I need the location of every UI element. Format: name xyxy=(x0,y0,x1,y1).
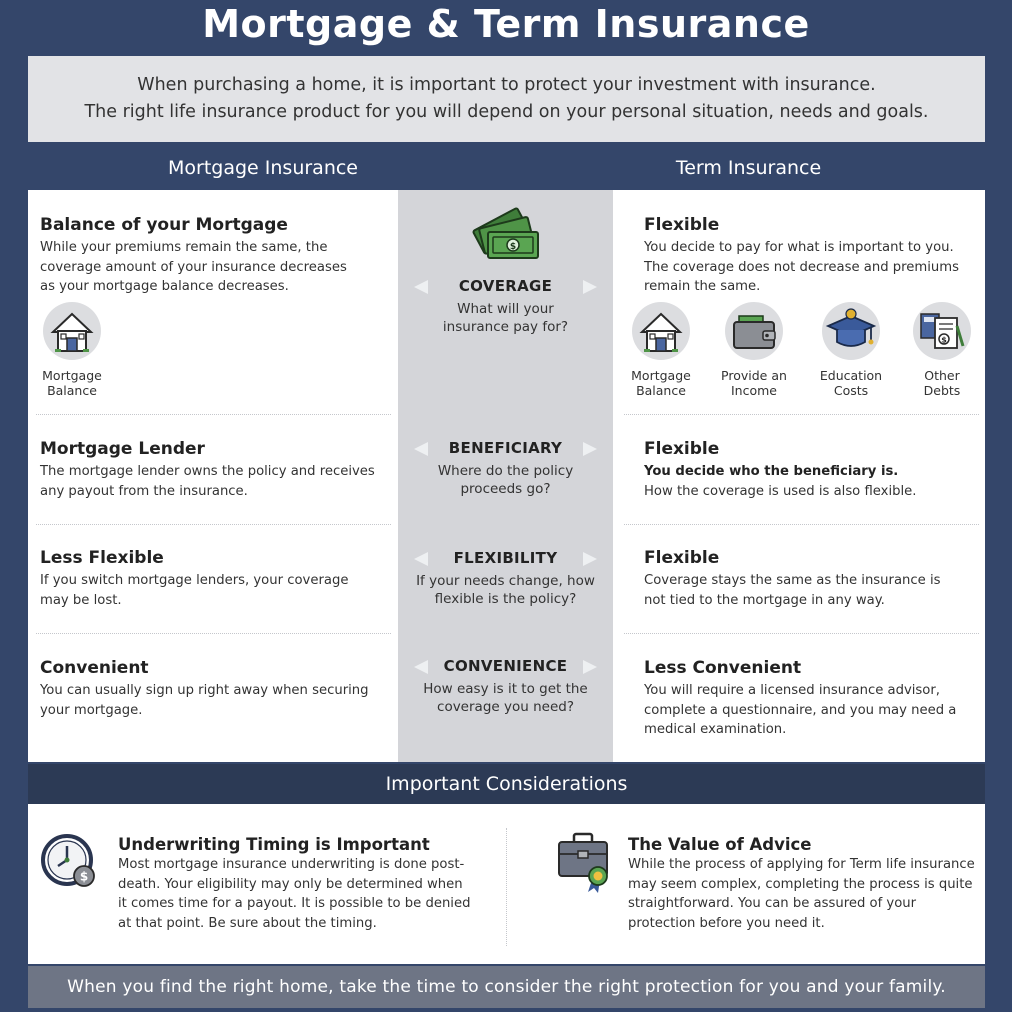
row-divider xyxy=(624,524,979,525)
value-of-advice-consideration xyxy=(628,834,978,933)
criterion-title: COVERAGE xyxy=(398,276,613,296)
arrow-right-icon xyxy=(583,660,597,674)
consideration-title: The Value of Advice xyxy=(628,835,812,854)
cell-text-bold: You decide who the beneficiary is. xyxy=(644,464,899,479)
briefcase-icon xyxy=(554,830,616,896)
beneficiary-criterion xyxy=(398,438,613,498)
criterion-title: BENEFICIARY xyxy=(398,438,613,458)
cell-text: If you switch mortgage lenders, your coverage may be lost. xyxy=(40,573,349,608)
row-divider xyxy=(36,524,391,525)
criterion-question: How easy is it to get the coverage you need? xyxy=(423,681,588,715)
term-coverage-cell xyxy=(644,214,979,297)
mortgage-beneficiary-cell xyxy=(40,438,385,501)
house-icon xyxy=(43,302,101,360)
cell-title: Balance of your Mortgage xyxy=(40,215,288,235)
row-divider xyxy=(36,633,391,634)
row-divider xyxy=(624,633,979,634)
term-insurance-header: Term Insurance xyxy=(512,150,985,187)
svg-text:$: $ xyxy=(941,335,947,345)
icon-label: Other Debts xyxy=(923,368,961,398)
row-divider xyxy=(36,414,391,415)
criterion-title: FLEXIBILITY xyxy=(398,548,613,568)
cell-text: You can usually sign up right away when securing your mortgage. xyxy=(40,683,369,718)
term-convenience-cell xyxy=(644,657,979,740)
icon-label: Provide an Income xyxy=(721,368,787,398)
cell-title: Convenient xyxy=(40,658,149,678)
intro-line-1: When purchasing a home, it is important to protect your investment with insurance. xyxy=(137,75,876,95)
criterion-question: What will your insurance pay for? xyxy=(442,301,569,335)
term-beneficiary-cell xyxy=(644,438,979,501)
clock-icon xyxy=(40,832,100,892)
icon-label: Education Costs xyxy=(819,368,883,398)
icon-label: Mortgage Balance xyxy=(42,368,102,398)
coverage-criterion xyxy=(398,202,613,336)
criterion-question: Where do the policy proceeds go? xyxy=(437,463,574,497)
cell-text: Coverage stays the same as the insurance is not tied to the mortgage in any way. xyxy=(644,573,941,608)
mortgage-flexibility-cell xyxy=(40,547,385,610)
cell-text: You decide to pay for what is important to you. The coverage does not decrease and premiums remain the same. xyxy=(644,240,959,294)
criterion-question: If your needs change, how flexible is the policy? xyxy=(416,573,595,607)
mortgage-coverage-cell xyxy=(40,214,385,297)
cell-text: The mortgage lender owns the policy and receives any payout from the insurance. xyxy=(40,464,375,499)
cell-title: Flexible xyxy=(644,548,720,568)
intro-banner xyxy=(28,56,985,142)
cell-title: Mortgage Lender xyxy=(40,439,205,459)
considerations-header: Important Considerations xyxy=(28,764,985,804)
cell-title: Flexible xyxy=(644,215,720,235)
consideration-title: Underwriting Timing is Important xyxy=(118,835,430,854)
convenience-criterion xyxy=(398,656,613,716)
other-debts-item xyxy=(902,302,982,398)
arrow-right-icon xyxy=(583,442,597,456)
cell-title: Flexible xyxy=(644,439,720,459)
wallet-icon xyxy=(725,302,783,360)
consideration-text: Most mortgage insurance underwriting is done post-death. Your eligibility may only be determined when it comes time for a payout. It is possible to be denied at that point. Be sure about the timing. xyxy=(118,857,471,931)
education-costs-item xyxy=(811,302,891,398)
arrow-right-icon xyxy=(583,280,597,294)
cell-text: You will require a licensed insurance advisor, complete a questionnaire, and you may need a medical examination. xyxy=(644,683,957,737)
mortgage-balance-item xyxy=(621,302,701,398)
mortgage-insurance-header: Mortgage Insurance xyxy=(28,150,498,187)
cell-text xyxy=(644,462,979,501)
cell-title: Less Flexible xyxy=(40,548,164,568)
underwriting-consideration xyxy=(118,834,473,933)
arrow-right-icon xyxy=(583,552,597,566)
mortgage-convenience-cell xyxy=(40,657,385,720)
consideration-text: While the process of applying for Term life insurance may seem complex, completing the process is quite straightforward. You can be assured of your protection before you need it. xyxy=(628,857,975,931)
row-divider xyxy=(624,414,979,415)
considerations-divider xyxy=(506,828,507,946)
provide-income-item xyxy=(714,302,794,398)
cell-title: Less Convenient xyxy=(644,658,802,678)
cell-text-normal: How the coverage is used is also flexible. xyxy=(644,483,917,499)
mortgage-balance-item xyxy=(32,302,112,398)
svg-text:$: $ xyxy=(509,242,516,252)
considerations-section xyxy=(28,804,985,964)
intro-line-2: The right life insurance product for you will depend on your personal situation, needs and goals. xyxy=(84,102,929,122)
house-icon xyxy=(632,302,690,360)
money-icon xyxy=(466,202,546,266)
bills-icon xyxy=(913,302,971,360)
icon-label: Mortgage Balance xyxy=(631,368,691,398)
footer-banner: When you find the right home, take the time to consider the right protection for you and your family. xyxy=(28,966,985,1008)
svg-text:$: $ xyxy=(79,869,89,884)
comparison-table xyxy=(28,190,985,762)
graduation-cap-icon xyxy=(822,302,880,360)
flexibility-criterion xyxy=(398,548,613,608)
arrow-left-icon xyxy=(414,660,428,674)
criterion-title: CONVENIENCE xyxy=(398,656,613,676)
cell-text: While your premiums remain the same, the coverage amount of your insurance decreases as your mortgage balance decreases. xyxy=(40,240,347,294)
arrow-left-icon xyxy=(414,442,428,456)
term-flexibility-cell xyxy=(644,547,979,610)
arrow-left-icon xyxy=(414,280,428,294)
arrow-left-icon xyxy=(414,552,428,566)
page-title: Mortgage & Term Insurance xyxy=(202,2,810,46)
